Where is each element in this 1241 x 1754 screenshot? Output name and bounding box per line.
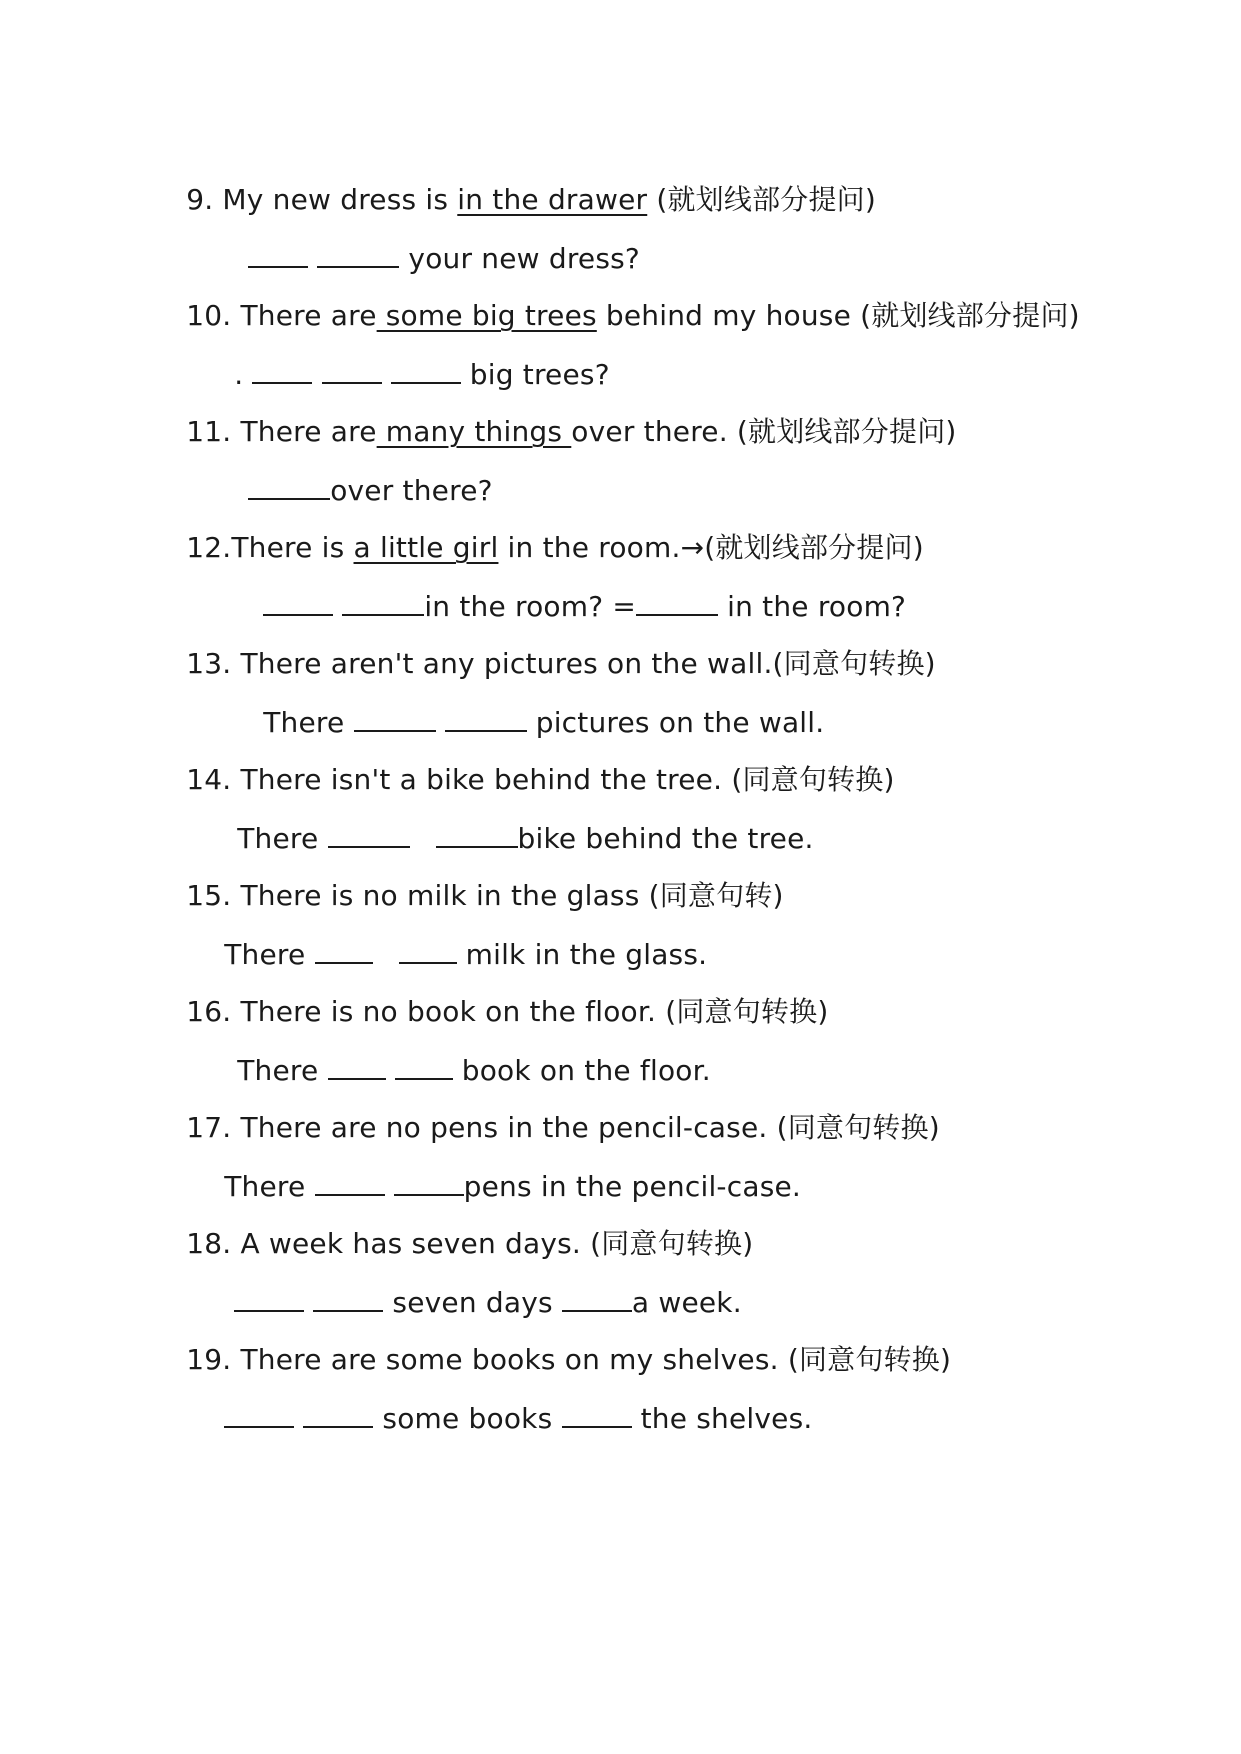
answer-text: big trees? [469, 358, 610, 391]
question-number: 13. [186, 647, 232, 680]
question-text: There are [231, 299, 377, 332]
question-number: 12. [186, 531, 232, 564]
answer-text: seven days [392, 1286, 553, 1319]
question-text: There aren't any pictures on the wall.(同意句转换) [231, 647, 936, 680]
answer-start: There [237, 1054, 319, 1087]
answer-text: some books [382, 1402, 553, 1435]
instruction-text: behind my house (就划线部分提问) [596, 299, 1080, 332]
question-number: 16. [186, 995, 232, 1028]
underlined-phrase: some big trees [376, 299, 597, 332]
answer-text: your new dress? [408, 242, 640, 275]
underlined-phrase: in the drawer [457, 183, 648, 216]
question-text: There isn't a bike behind the tree. (同意句转换) [231, 763, 895, 796]
answer-blank[interactable] [303, 1400, 373, 1428]
answer-blank[interactable] [562, 1400, 632, 1428]
answer-text: pens in the pencil-case. [463, 1170, 802, 1203]
question-number: 17. [186, 1111, 232, 1144]
underlined-phrase: a little girl [353, 531, 499, 564]
answer-blank[interactable] [224, 1400, 294, 1428]
answer-text: book on the floor. [461, 1054, 711, 1087]
answer-prefix: . [234, 358, 244, 391]
question-text: There is no milk in the glass (同意句转) [231, 879, 784, 912]
instruction-text: in the room.→(就划线部分提问) [498, 531, 924, 564]
answer-start: There [263, 706, 345, 739]
question-number: 14. [186, 763, 232, 796]
instruction-text: over there. (就划线部分提问) [571, 415, 957, 448]
instruction-text: (就划线部分提问) [647, 183, 876, 216]
answer-text: the shelves. [640, 1402, 813, 1435]
question-number: 18. [186, 1227, 232, 1260]
question-text: There is no book on the floor. (同意句转换) [231, 995, 829, 1028]
answer-line-19 [206, 1364, 813, 1437]
answer-start: There [237, 822, 319, 855]
question-text: There is [231, 531, 354, 564]
answer-text: in the room? = [424, 590, 637, 623]
question-number: 15. [186, 879, 232, 912]
question-number: 9. [186, 183, 214, 216]
underlined-phrase: many things [376, 415, 572, 448]
question-text: A week has seven days. (同意句转换) [231, 1227, 754, 1260]
question-number: 11. [186, 415, 232, 448]
question-text: There are some books on my shelves. (同意句转换) [231, 1343, 952, 1376]
question-number: 19. [186, 1343, 232, 1376]
answer-text: a week. [631, 1286, 742, 1319]
answer-start: There [224, 1170, 306, 1203]
question-text: There are [231, 415, 377, 448]
question-text: My new dress is [213, 183, 458, 216]
answer-text: bike behind the tree. [517, 822, 814, 855]
answer-text: milk in the glass. [465, 938, 708, 971]
question-text: There are no pens in the pencil-case. (同意句转换) [231, 1111, 940, 1144]
question-number: 10. [186, 299, 232, 332]
answer-text: in the room? [718, 590, 907, 623]
answer-text: over there? [330, 474, 493, 507]
answer-text: pictures on the wall. [535, 706, 825, 739]
answer-start: There [224, 938, 306, 971]
